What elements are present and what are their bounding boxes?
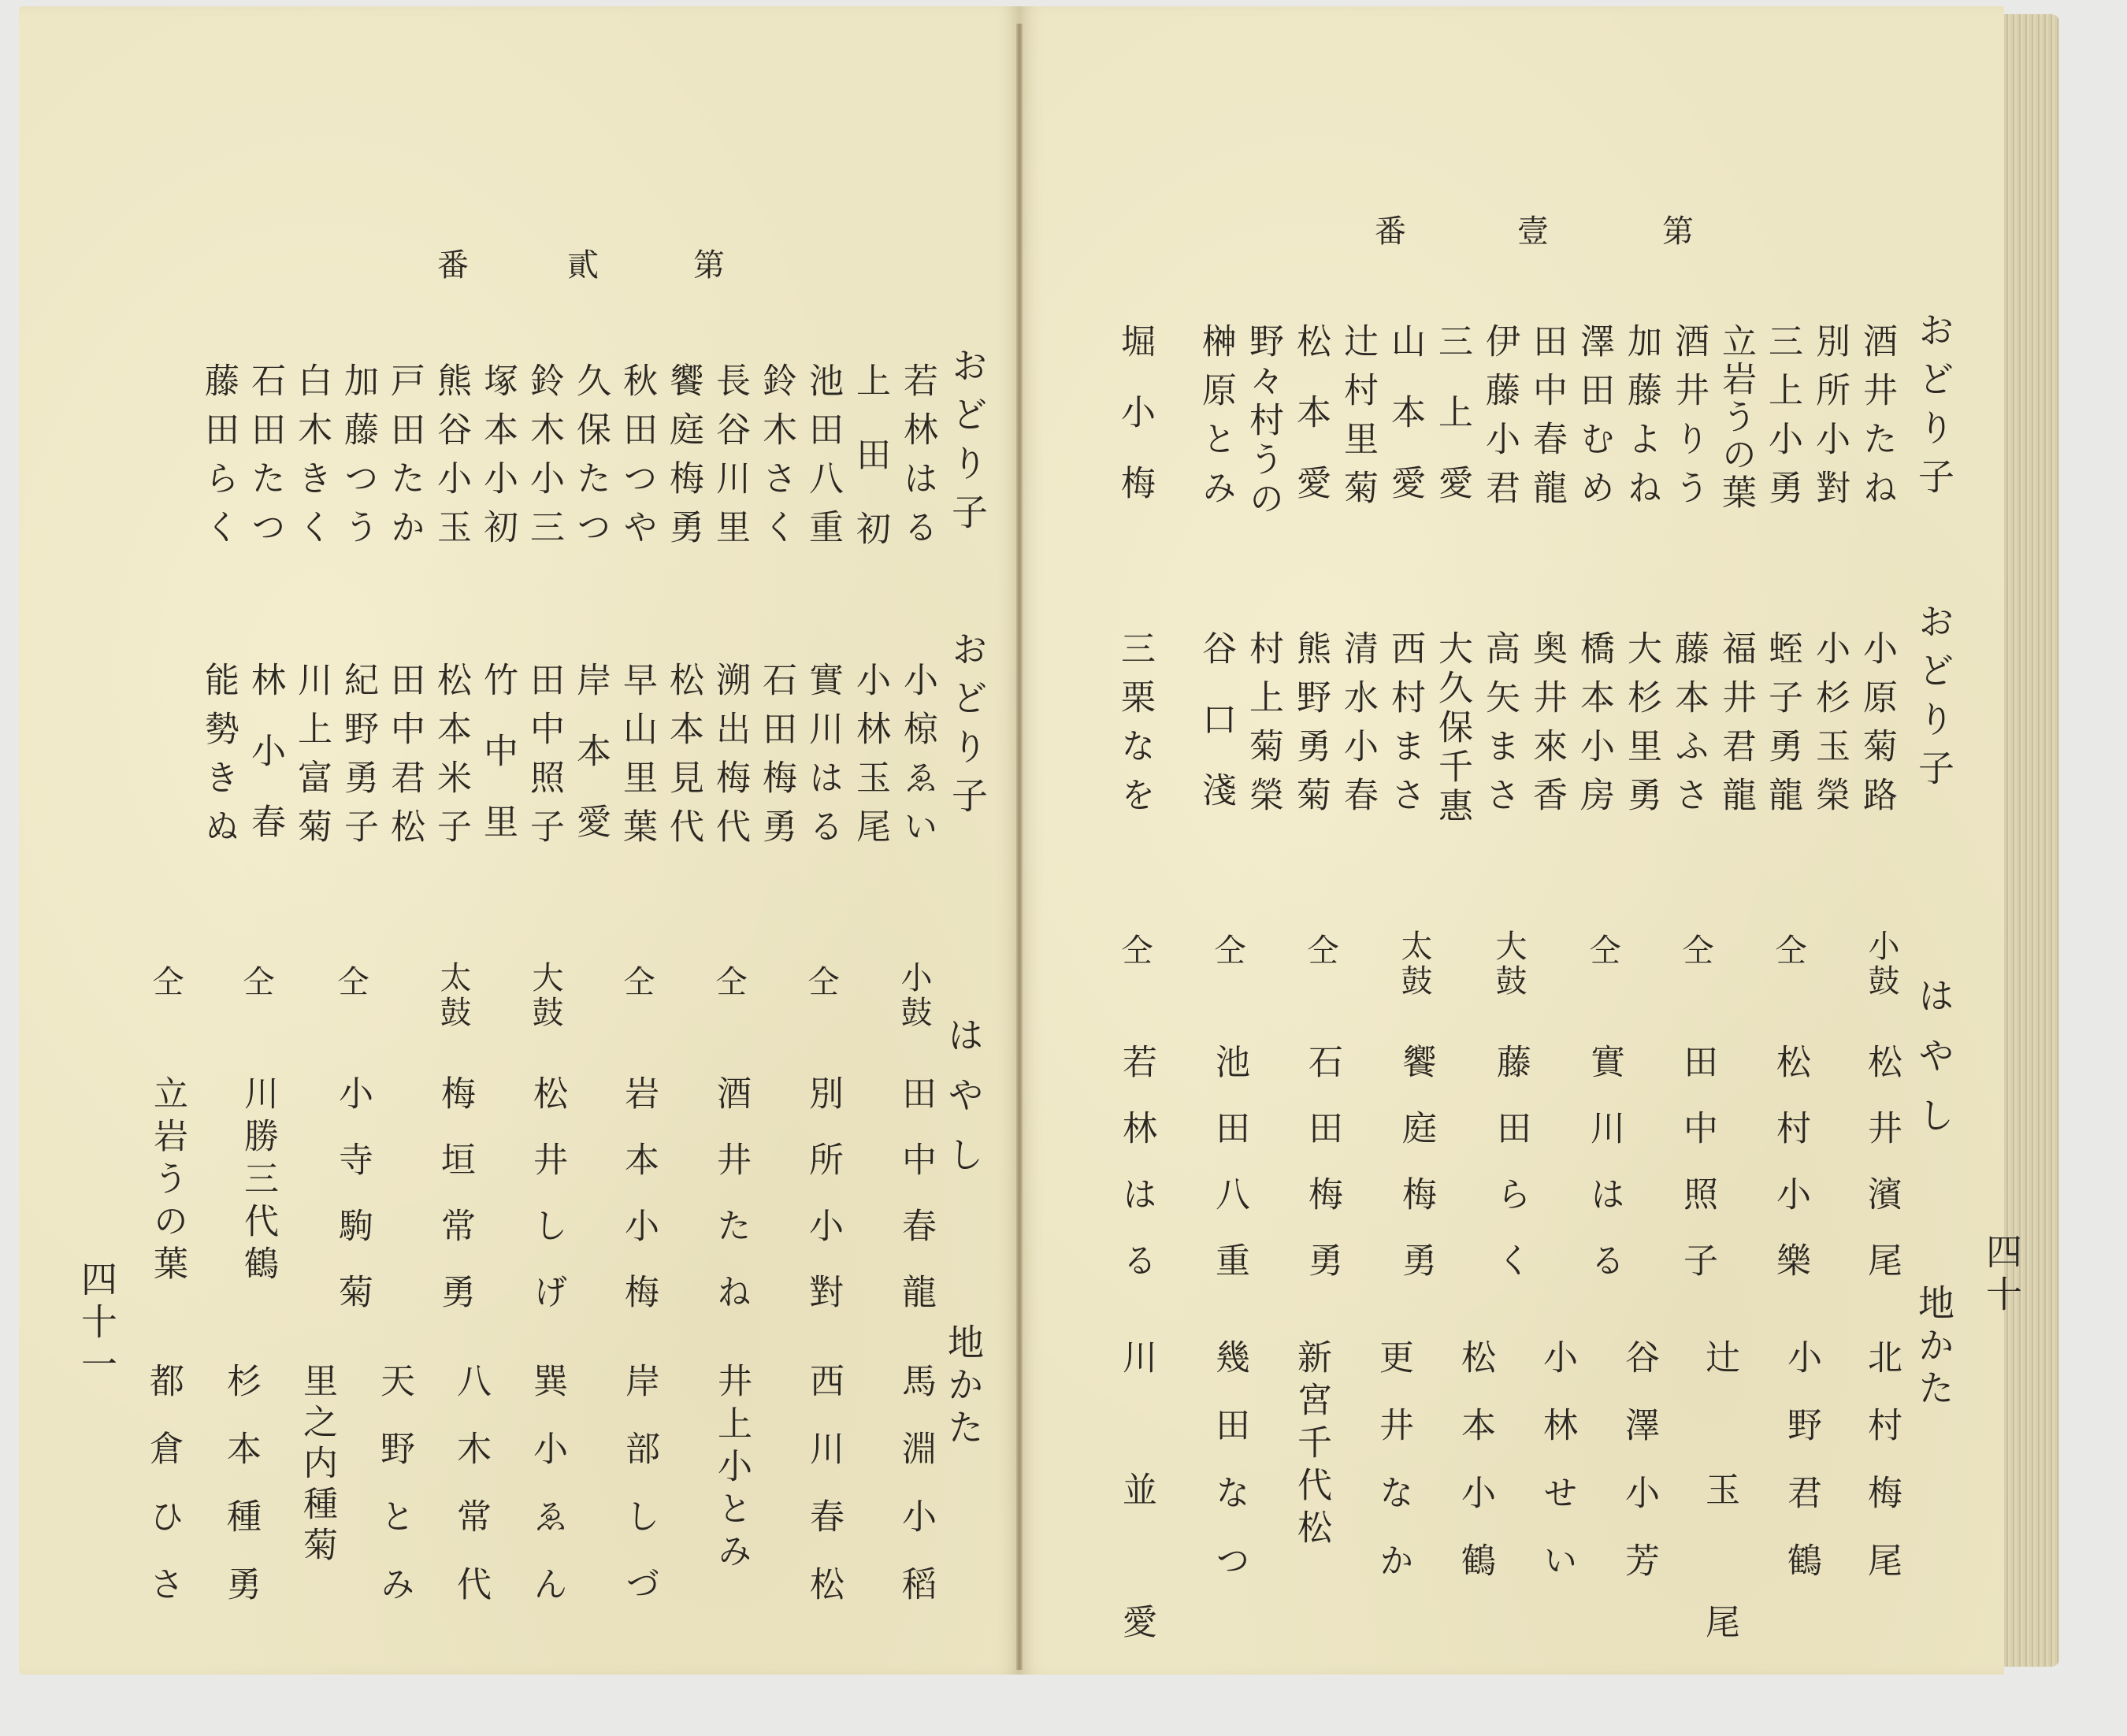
list-item: 里之内種菊 — [297, 1363, 337, 1567]
list-item: 上田初 — [850, 362, 890, 584]
list-item: 西村まさ — [1385, 630, 1425, 825]
list-item: 新宮千代松 — [1291, 1339, 1331, 1552]
list-item: 松本米子 — [431, 662, 471, 857]
list-item: 加藤よね — [1621, 323, 1661, 518]
list-item: 野々村うの — [1243, 323, 1283, 520]
list-item: 池田八重 — [803, 362, 843, 558]
instrument-label: 大鼓 — [527, 961, 563, 1030]
list-item: 石田梅勇 — [756, 662, 796, 857]
list-item: 田中君松 — [384, 662, 425, 857]
instrument-label: 小鼓 — [1863, 929, 1899, 999]
heading-char: 番 — [437, 247, 469, 284]
list-item: 小杉玉榮 — [1810, 630, 1850, 825]
list-item: 小野君鶴 — [1781, 1339, 1821, 1610]
list-item: 小原菊路 — [1857, 630, 1897, 825]
list-item: 更井なか — [1373, 1339, 1413, 1610]
list-item: 秋田つや — [617, 362, 657, 558]
list-item: 井上小とみ — [711, 1363, 752, 1575]
list-item: 熊谷小玉 — [431, 362, 471, 558]
heading-char: 壹 — [1517, 213, 1549, 250]
heading-char: 第 — [693, 247, 725, 284]
list-item: 石田梅勇 — [1302, 1044, 1342, 1308]
list-item: 川並愛 — [1116, 1339, 1156, 1736]
list-item: 都倉ひさ — [143, 1363, 184, 1634]
section-label-odoriko: おどり子 — [1913, 311, 1955, 506]
list-item: 谷澤小芳 — [1619, 1339, 1659, 1610]
list-item: 紀野勇子 — [338, 662, 378, 857]
list-item: 馬淵小稻 — [896, 1363, 936, 1634]
list-item: 梅垣常勇 — [435, 1075, 475, 1340]
list-item: 福井君龍 — [1716, 630, 1756, 825]
list-item: 白木きく — [291, 362, 332, 558]
list-item: 八木常代 — [451, 1363, 491, 1634]
list-item: 西川春松 — [804, 1363, 844, 1634]
instrument-label: 小鼓 — [896, 961, 932, 1030]
list-item: 藤田らく — [199, 362, 239, 558]
list-item: 天野とみ — [374, 1363, 414, 1634]
list-item: 溯出梅代 — [710, 662, 750, 857]
instrument-label: 太鼓 — [1396, 929, 1432, 999]
list-item: 山本愛 — [1385, 323, 1425, 536]
list-item: 大久保千惠 — [1432, 630, 1472, 827]
list-item: 北村梅尾 — [1862, 1339, 1902, 1610]
list-item: 松本見代 — [663, 662, 703, 857]
list-item: 若林はる — [1116, 1044, 1156, 1308]
list-item: 村上菊榮 — [1243, 630, 1283, 825]
page-edges — [2004, 14, 2059, 1667]
list-item: 酒井たね — [1857, 323, 1897, 518]
list-item: 熊野勇菊 — [1290, 630, 1331, 825]
list-item: 堀小梅 — [1115, 323, 1155, 536]
book-spine — [1016, 24, 1023, 1670]
list-item: 石田たつ — [245, 362, 285, 558]
list-item: 久保たつ — [570, 362, 611, 558]
list-item: 別所小對 — [1810, 323, 1850, 518]
list-item: 饗庭梅勇 — [663, 362, 703, 558]
list-item: 橋本小房 — [1574, 630, 1614, 825]
list-item: 松井しげ — [527, 1075, 567, 1340]
list-item: 早山里葉 — [617, 662, 657, 857]
list-item: 蛭子勇龍 — [1762, 630, 1802, 825]
list-item: 能勢きぬ — [199, 662, 239, 857]
heading-char: 貳 — [567, 247, 599, 284]
section-label-jikata: 地かた — [942, 1323, 985, 1451]
section-label-odoriko: おどり子 — [1913, 603, 1955, 798]
list-item: 松村小樂 — [1770, 1044, 1810, 1308]
instrument-label: 仝 — [332, 965, 369, 1000]
instrument-label: 仝 — [1770, 933, 1806, 968]
list-item: 小椋ゑい — [897, 662, 937, 857]
list-item: 川勝三代鶴 — [238, 1075, 278, 1288]
list-item: 加藤つう — [338, 362, 378, 558]
list-item: 幾田なつ — [1209, 1339, 1249, 1610]
list-item: 藤田らく — [1490, 1044, 1531, 1308]
list-item: 小寺駒菊 — [332, 1075, 373, 1340]
list-item: 酒井たね — [711, 1075, 751, 1340]
list-item: 戸田たか — [384, 362, 425, 558]
list-item: 塚本小初 — [477, 362, 518, 558]
list-item: 鈴木小三 — [524, 362, 564, 558]
list-item: 鈴木さく — [756, 362, 796, 558]
list-item: 實川はる — [1584, 1044, 1624, 1308]
list-item: 辻村里菊 — [1338, 323, 1378, 518]
heading-char: 番 — [1375, 213, 1406, 250]
instrument-label: 仝 — [618, 965, 655, 1000]
page-number: 四十一 — [76, 1260, 118, 1388]
list-item: 小林玉尾 — [850, 662, 890, 857]
list-item: 澤田むめ — [1574, 323, 1614, 518]
list-item: 三上愛 — [1432, 323, 1472, 536]
list-item: 酒井りう — [1669, 323, 1709, 518]
list-item: 藤本ふさ — [1669, 630, 1709, 825]
list-item: 實川はる — [803, 662, 843, 857]
page-number: 四十 — [1980, 1233, 2023, 1318]
section-label-jikata: 地かた — [1913, 1284, 1955, 1411]
instrument-label: 仝 — [1116, 933, 1153, 968]
list-item: 饗庭梅勇 — [1396, 1044, 1436, 1308]
list-item: 田中春龍 — [896, 1075, 936, 1340]
list-item: 松本小鶴 — [1455, 1339, 1495, 1610]
list-item: 岸部しづ — [619, 1363, 659, 1634]
list-item: 清水小春 — [1338, 630, 1378, 825]
list-item: 田中照子 — [1677, 1044, 1717, 1308]
list-item: 岩本小梅 — [618, 1075, 659, 1340]
list-item: 田中春龍 — [1527, 323, 1567, 518]
instrument-label: 仝 — [711, 965, 747, 1000]
instrument-label: 仝 — [803, 965, 839, 1000]
right-page — [1019, 6, 2004, 1675]
list-item: 谷口淺 — [1196, 630, 1236, 843]
instrument-label: 仝 — [1302, 933, 1338, 968]
list-item: 三栗なを — [1115, 630, 1155, 825]
heading-char: 第 — [1662, 213, 1694, 250]
list-item: 別所小對 — [803, 1075, 843, 1340]
section-label-odoriko: おどり子 — [946, 347, 989, 542]
instrument-label: 太鼓 — [435, 961, 471, 1030]
section-label-hayashi: はやし — [942, 1016, 985, 1196]
list-item: 杉本種勇 — [221, 1363, 261, 1634]
list-item: 立岩うの葉 — [147, 1075, 187, 1288]
list-item: 巽小ゑん — [527, 1363, 567, 1634]
instrument-label: 大鼓 — [1490, 929, 1527, 999]
list-item: 竹中里 — [477, 662, 518, 874]
section-label-odoriko: おどり子 — [946, 630, 989, 825]
list-item: 池田八重 — [1209, 1044, 1249, 1308]
list-item: 松井濱尾 — [1862, 1044, 1902, 1308]
list-item: 辻玉尾 — [1699, 1339, 1739, 1736]
list-item: 奥井來香 — [1527, 630, 1567, 825]
instrument-label: 仝 — [238, 965, 274, 1000]
instrument-label: 仝 — [147, 965, 184, 1000]
list-item: 川上富菊 — [291, 662, 332, 857]
list-item: 田中照子 — [524, 662, 564, 857]
list-item: 三上小勇 — [1762, 323, 1802, 518]
list-item: 伊藤小君 — [1479, 323, 1520, 518]
instrument-label: 仝 — [1677, 933, 1713, 968]
list-item: 林小春 — [245, 662, 285, 874]
list-item: 長谷川里 — [710, 362, 750, 558]
list-item: 若林はる — [897, 362, 937, 558]
list-item: 榊原とみ — [1196, 323, 1236, 518]
list-item: 高矢まさ — [1479, 630, 1520, 825]
instrument-label: 仝 — [1209, 933, 1245, 968]
list-item: 岸本愛 — [570, 662, 611, 874]
instrument-label: 仝 — [1584, 933, 1620, 968]
section-label-hayashi: はやし — [1913, 977, 1955, 1156]
list-item: 松本愛 — [1290, 323, 1331, 536]
list-item: 小林せい — [1537, 1339, 1577, 1610]
list-item: 立岩うの葉 — [1716, 323, 1756, 512]
list-item: 大杉里勇 — [1621, 630, 1661, 825]
